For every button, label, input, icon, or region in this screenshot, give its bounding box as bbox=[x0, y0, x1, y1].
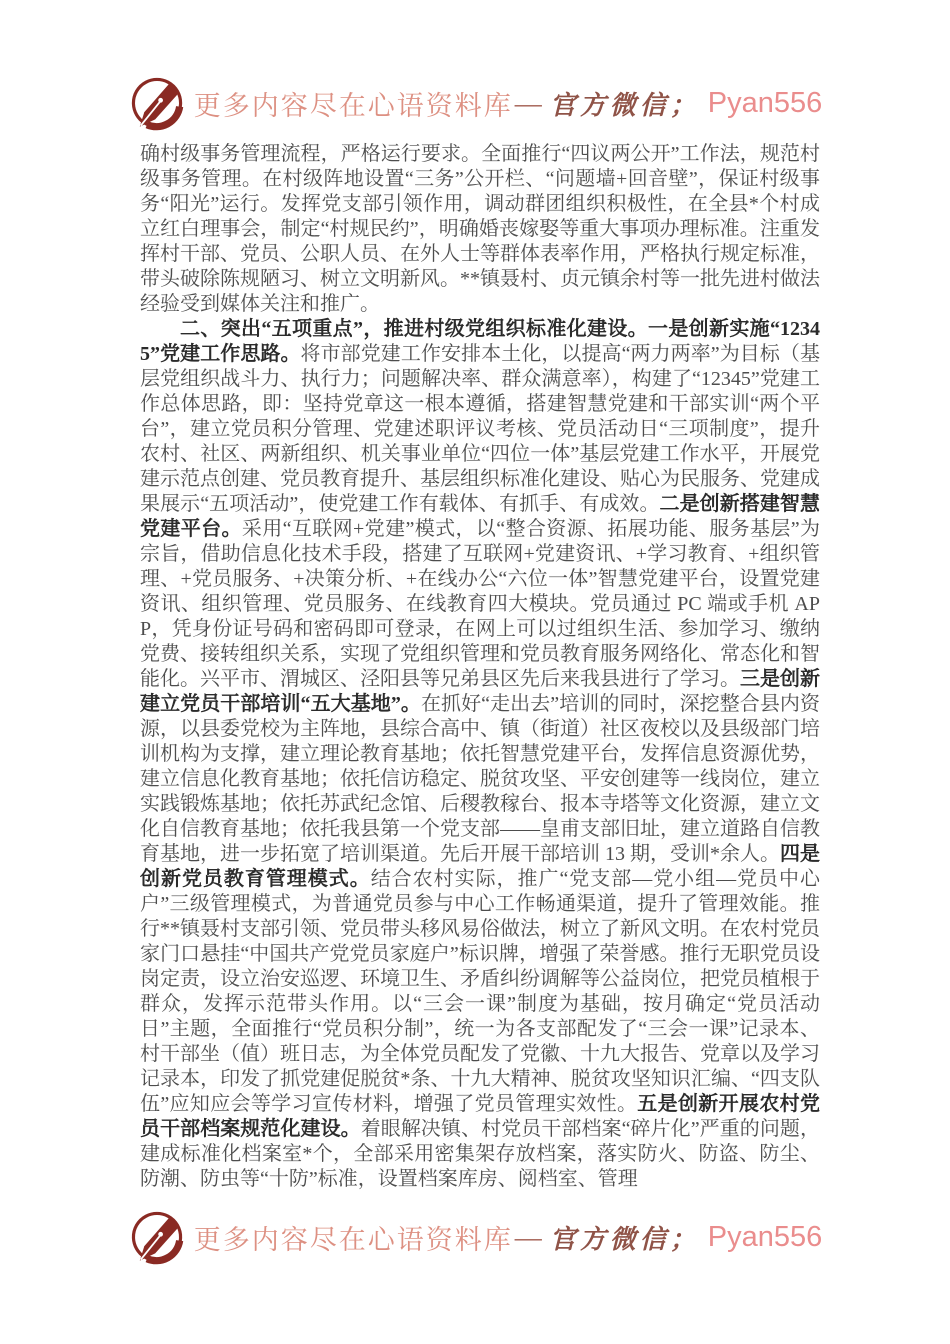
banner-wechat-id: Pyan556 bbox=[707, 86, 823, 119]
bold-text-segment: 五是创新开展农村党员干部档案规范化建设。 bbox=[140, 1093, 820, 1140]
banner-wechat-label: 官方微信； bbox=[549, 1224, 700, 1254]
bold-text-segment: 二、突出“五项重点”，推进村级党组织标准化建设。一是创新实施“12345”党建工作思路。 bbox=[140, 318, 820, 365]
text-segment: 将市部党建工作安排本土化，以提高“两力两率”为目标（基层党组织战斗力、执行力；问题解决率、群众满意率），构建了“12345”党建工作总体思路，即：坚持党章这一根本遵循，搭建智慧党建和干部实训“两个平台”，建立党员积分管理、党建述职评议考核、党员活动日“三项制度”，提升农村、社区、两新组织、机关事业单位“四位一体”基层党建工作水平，开展党建示范点创建、党员教育提升、基层组织标准化建设、贴心为民服务、党建成果展示“五项活动”，使党建工作有载体、有抓手、有成效。 bbox=[140, 343, 820, 515]
banner-brand-text: 更多内容尽在心语资料库 bbox=[193, 90, 513, 121]
text-segment: 采用“互联网+党建”模式，以“整合资源、拓展功能、服务基层”为宗旨，借助信息化技术手段，搭建了互联网+党建资讯、+学习教育、+组织管理、+党员服务、+决策分析、+在线办公“六位一体”智慧党建平台，设置党建资讯、组织管理、党员服务、在线教育四大模块。党员通过 PC 端或手机 APP，凭身份证号码和密码即可登录，在网上可以过组织生活、参加学习、缴纳党费、接转组织关系，实现了党组织管理和党员教育服务网络化、常态化和智能化。兴平市、渭城区、泾阳县等兄弟县区先后来我县进行了学习。 bbox=[140, 518, 820, 690]
page-footer-banner bbox=[0, 1208, 950, 1266]
bold-text-segment: 四是创新党员教育管理模式。 bbox=[140, 843, 820, 890]
banner-brand-text: 更多内容尽在心语资料库 bbox=[193, 1224, 513, 1255]
pen-logo-icon bbox=[128, 74, 186, 132]
text-segment: 结合农村实际，推广“党支部—党小组—党员中心户”三级管理模式，为普通党员参与中心工作畅通渠道，提升了管理效能。推行**镇聂村支部引领、党员带头移风易俗做法，树立了新风文明。在农村党员家门口悬挂“中国共产党党员家庭户”标识牌，增强了荣誉感。推行无职党员设岗定责，设立治安巡逻、环境卫生、矛盾纠纷调解等公益岗位，把党员植根于群众，发挥示范带头作用。以“三会一课”制度为基础，按月确定“党员活动日”主题，全面推行“党员积分制”，统一为各支部配发了“三会一课”记录本、村干部坐（值）班日志，为全体党员配发了党徽、十九大报告、党章以及学习记录本，印发了抓党建促脱贫*条、十九大精神、脱贫攻坚知识汇编、“四支队伍”应知应会等学习宣传材料，增强了党员管理实效性。 bbox=[140, 868, 820, 1115]
banner-dash: — bbox=[514, 1221, 542, 1252]
pen-logo-icon bbox=[128, 1208, 186, 1266]
banner-wechat-label: 官方微信； bbox=[549, 90, 700, 120]
text-segment: 在抓好“走出去”培训的同时，深挖整合县内资源，以县委党校为主阵地，县综合高中、镇（街道）社区夜校以及县级部门培训机构为支撑，建立理论教育基地；依托智慧党建平台，发挥信息资源优势，建立信息化教育基地；依托信访稳定、脱贫攻坚、平安创建等一线岗位，建立实践锻炼基地；依托苏武纪念馆、后稷教稼台、报本寺塔等文化资源，建立文化自信教育基地；依托我县第一个党支部——皇甫支部旧址，建立道路自信教育基地，进一步拓宽了培训渠道。先后开展干部培训 13 期，受训*余人。 bbox=[140, 693, 820, 865]
page-header-banner bbox=[0, 0, 950, 132]
document-body bbox=[140, 142, 820, 1192]
paragraph bbox=[140, 317, 820, 1192]
text-segment: 确村级事务管理流程，严格运行要求。全面推行“四议两公开”工作法，规范村级事务管理。在村级阵地设置“三务”公开栏、“问题墙+回音壁”，保证村级事务“阳光”运行。发挥党支部引领作用，调动群团组织积极性，在全县*个村成立红白理事会，制定“村规民约”，明确婚丧嫁娶等重大事项办理标准。注重发挥村干部、党员、公职人员、在外人士等群体表率作用，严格执行规定标准，带头破除陈规陋习、树立文明新风。**镇聂村、贞元镇余村等一批先进村做法经验受到媒体关注和推广。 bbox=[140, 143, 820, 315]
banner-wechat-id: Pyan556 bbox=[707, 1220, 823, 1253]
bold-text-segment: 二是创新搭建智慧党建平台。 bbox=[140, 493, 820, 540]
text-segment: 着眼解决镇、村党员干部档案“碎片化”严重的问题，建成标准化档案室*个，全部采用密集架存放档案，落实防火、防盗、防尘、防潮、防虫等“十防”标准，设置档案库房、阅档室、管理 bbox=[140, 1118, 820, 1190]
banner-dash: — bbox=[514, 87, 542, 118]
paragraph bbox=[140, 142, 820, 317]
bold-text-segment: 三是创新建立党员干部培训“五大基地”。 bbox=[140, 668, 820, 715]
